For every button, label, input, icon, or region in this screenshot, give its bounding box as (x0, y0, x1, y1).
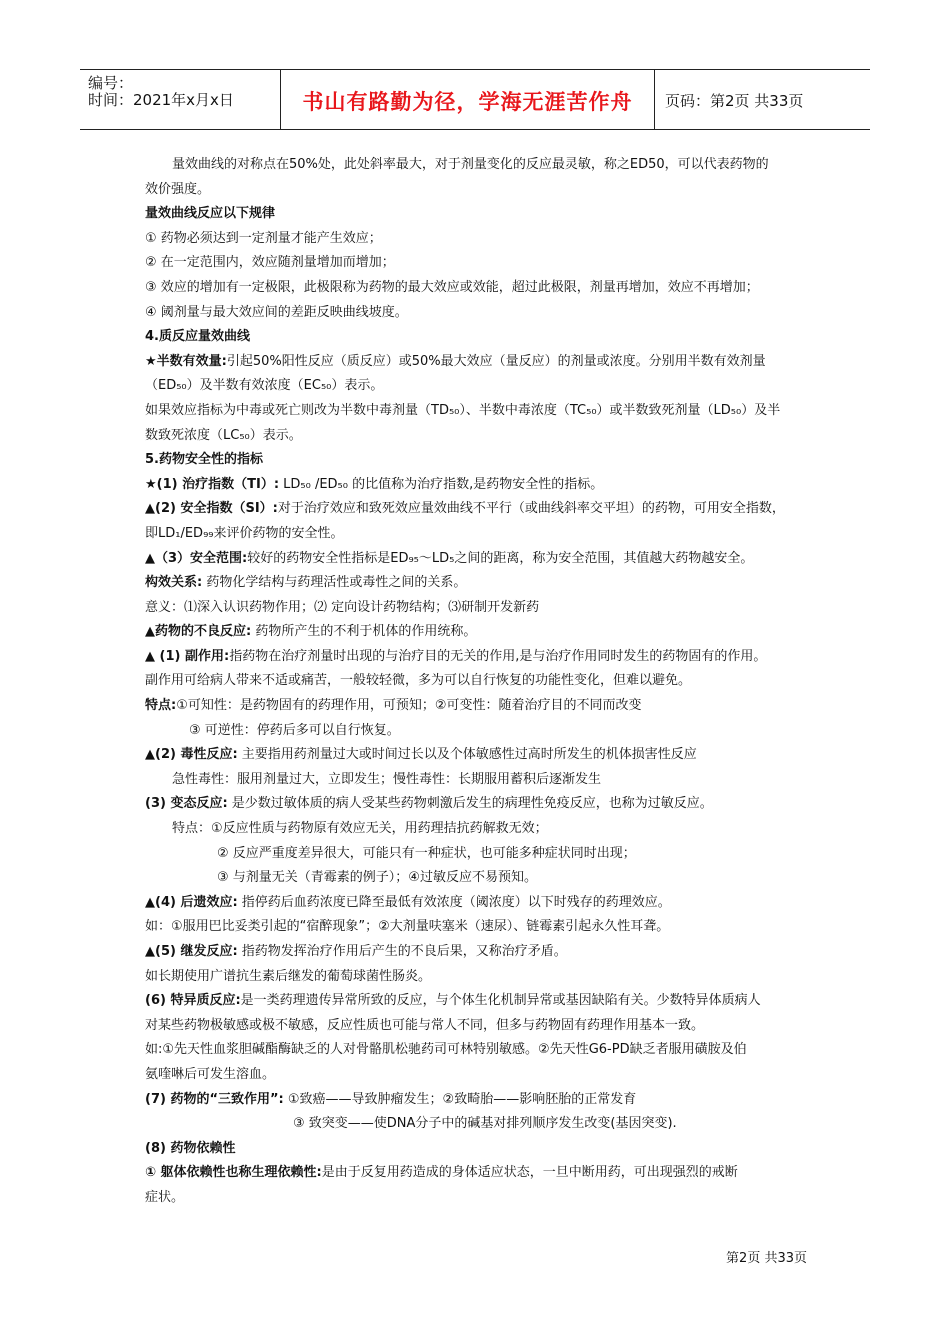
text-line (145, 178, 820, 203)
line-text: （ED₅₀）及半数有效浓度（EC₅₀）表示。 (145, 378, 384, 394)
text-line (145, 325, 820, 350)
line-text: ④ 阈剂量与最大效应间的差距反映曲线坡度。 (145, 304, 408, 320)
line-lead-term: ▲(5) 继发反应: (145, 944, 238, 959)
line-lead-term: (3) 变态反应: (145, 796, 228, 812)
text-line (145, 1112, 820, 1137)
line-text: 效价强度。 (145, 181, 211, 197)
text-line (145, 743, 820, 768)
line-text: 如果效应指标为中毒或死亡则改为半数中毒剂量（TD₅₀）、半数中毒浓度（TC₅₀）或半数致死剂量（LD₅₀）及半 (145, 402, 781, 418)
header-page-cell (655, 70, 870, 129)
text-line (145, 669, 820, 694)
header-meta-cell (80, 70, 281, 129)
line-text: ② 反应严重度差异很大，可能只有一种症状，也可能多种症状同时出现； (217, 845, 636, 861)
text-line (145, 596, 820, 621)
line-lead-term: ▲ (1) 副作用: (145, 648, 230, 664)
line-text: 较好的药物安全性指标是ED₉₅～LD₅之间的距离，称为安全范围，其值越大药物越安全。 (247, 550, 754, 566)
line-text: 5.药物安全性的指标 (145, 452, 263, 468)
line-text: 对某些药物极敏感或极不敏感，反应性质也可能与常人不同，但多与药物固有药理作用基本一致。 (145, 1017, 705, 1033)
serial-label: 编号： (88, 74, 134, 92)
text-line (145, 1063, 820, 1088)
line-text: 氨喹啉后可发生溶血。 (145, 1066, 276, 1082)
text-line (145, 497, 820, 522)
line-text: ② 在一定范围内，效应随剂量增加而增加； (145, 255, 395, 271)
document-header (80, 69, 870, 130)
line-text: ①致癌——导致肿瘤发生；②致畸胎——影响胚胎的正常发育 (283, 1091, 637, 1107)
text-line (145, 251, 820, 276)
line-lead-term: ▲(2) 毒性反应: (145, 747, 238, 763)
line-text: 是由于反复用药造成的身体适应状态，一旦中断用药，可出现强烈的戒断 (321, 1165, 738, 1181)
line-text: 特点：①反应性质与药物原有效应无关，用药理拮抗药解救无效； (172, 821, 548, 837)
text-line (145, 620, 820, 645)
line-text: 引起50%阳性反应（质反应）或50%最大效应（量反应）的剂量或浓度。分别用半数有效剂量 (226, 353, 766, 369)
line-text: 对于治疗效应和致死效应量效曲线不平行（或曲线斜率交平坦）的药物，可用安全指数， (277, 501, 785, 517)
line-text: LD₅₀ /ED₅₀ 的比值称为治疗指数,是药物安全性的指标。 (279, 476, 604, 492)
line-lead-term: ★半数有效量: (145, 353, 227, 369)
text-line (145, 448, 820, 473)
line-lead-term: ▲(2) 安全指数（SI）: (145, 501, 278, 517)
text-line (145, 571, 820, 596)
text-line (145, 719, 820, 744)
motto-text: 书山有路勤为径，学海无涯苦作舟 (302, 90, 633, 114)
text-line (145, 940, 820, 965)
line-text: 意义：⑴深入认识药物作用；⑵ 定向设计药物结构；⑶研制开发新药 (145, 599, 540, 615)
line-text: ③ 与剂量无关（青霉素的例子）；④过敏反应不易预知。 (217, 870, 537, 886)
line-text: 如长期使用广谱抗生素后继发的葡萄球菌性肠炎。 (145, 968, 432, 984)
text-line (145, 866, 820, 891)
text-line (145, 645, 820, 670)
line-text: 如:①先天性血浆胆碱酯酶缺乏的人对骨骼肌松驰药司可林特别敏感。②先天性G6-PD缺乏者服用磺胺及伯 (145, 1042, 747, 1058)
line-text: 副作用可给病人带来不适或痛苦，一般较轻微，多为可以自行恢复的功能性变化，但难以避免。 (145, 673, 692, 689)
text-line (145, 1137, 820, 1162)
line-text: 即LD₁/ED₉₉来评价药物的安全性。 (145, 525, 344, 541)
text-line (145, 817, 820, 842)
text-line (145, 891, 820, 916)
line-lead-term: ▲（3）安全范围: (145, 550, 248, 566)
line-text: ① 药物必须达到一定剂量才能产生效应； (145, 230, 382, 246)
line-text: 如：①服用巴比妥类引起的“宿醉现象”；②大剂量呋塞米（速尿）、链霉素引起永久性耳聋。 (145, 919, 670, 935)
text-line (145, 301, 820, 326)
line-text: 药物所产生的不利于机体的作用统称。 (251, 624, 477, 640)
text-line (145, 989, 820, 1014)
text-line (145, 522, 820, 547)
header-motto-cell (281, 70, 655, 129)
text-line (145, 350, 820, 375)
page-footer: 第2页 共33页 (726, 1251, 807, 1266)
line-text: 指停药后血药浓度已降至最低有效浓度（阈浓度）以下时残存的药理效应。 (237, 894, 671, 910)
line-text: 指药物发挥治疗作用后产生的不良后果，又称治疗矛盾。 (237, 944, 567, 959)
text-line (145, 965, 820, 990)
text-line (145, 202, 820, 227)
line-text: 是一类药理遗传异常所致的反应，与个体生化机制异常或基因缺陷有关。少数特异体质病人 (240, 993, 761, 1009)
text-line (145, 153, 820, 178)
line-text: 急性毒性：服用剂量过大，立即发生；慢性毒性：长期服用蓄积后逐渐发生 (172, 771, 602, 787)
text-line (145, 768, 820, 793)
line-text: 数致死浓度（LC₅₀）表示。 (145, 427, 302, 443)
text-line (145, 842, 820, 867)
time-label: 时间：2021年x月x日 (88, 91, 234, 109)
line-text: ③ 效应的增加有一定极限，此极限称为药物的最大效应或效能，超过此极限，剂量再增加，效应不再增加； (145, 279, 759, 295)
line-text: ①可知性：是药物固有的药理作用，可预知；②可变性：随着治疗目的不同而改变 (176, 698, 642, 714)
line-text: 量效曲线反应以下规律 (145, 206, 276, 222)
line-text: (8) 药物依赖性 (145, 1140, 236, 1156)
text-line (145, 473, 820, 498)
line-lead-term: ★(1) 治疗指数（TI）: (145, 476, 280, 492)
line-text: ③ 可逆性：停药后多可以自行恢复。 (189, 722, 400, 738)
line-text: 主要指用药剂量过大或时间过长以及个体敏感性过高时所发生的机体损害性反应 (237, 747, 697, 763)
text-line (145, 1161, 820, 1186)
line-lead-term: ▲药物的不良反应: (145, 624, 252, 640)
line-lead-term: ① 躯体依赖性也称生理依赖性: (145, 1165, 322, 1181)
line-text: 量效曲线的对称点在50%处，此处斜率最大，对于剂量变化的反应最灵敏，称之ED50，可以代表药物的 (172, 157, 769, 172)
text-line (145, 1186, 820, 1211)
text-line (145, 547, 820, 572)
text-line (145, 915, 820, 940)
line-lead-term: 构效关系: (145, 575, 203, 591)
text-line (145, 1014, 820, 1039)
line-lead-term: (7) 药物的“三致作用”: (145, 1091, 284, 1107)
line-lead-term: (6) 特异质反应: (145, 993, 241, 1009)
text-line (145, 399, 820, 424)
text-line (145, 694, 820, 719)
text-line (145, 374, 820, 399)
line-lead-term: ▲(4) 后遗效应: (145, 894, 238, 910)
text-line (145, 276, 820, 301)
line-text: 4.质反应量效曲线 (145, 329, 250, 345)
line-text: 指药物在治疗剂量时出现的与治疗目的无关的作用,是与治疗作用同时发生的药物固有的作用。 (229, 648, 767, 664)
document-body (145, 153, 820, 1211)
text-line (145, 792, 820, 817)
text-line (145, 227, 820, 252)
text-line (145, 1088, 820, 1113)
text-line (145, 1038, 820, 1063)
line-text: ③ 致突变——使DNA分子中的碱基对排列顺序发生改变(基因突变). (293, 1116, 677, 1132)
line-text: 是少数过敏体质的病人受某些药物刺激后发生的病理性免疫反应，也称为过敏反应。 (227, 796, 713, 812)
line-text: 药物化学结构与药理活性或毒性之间的关系。 (202, 575, 467, 591)
line-text: 症状。 (145, 1189, 185, 1205)
page-number-label: 页码：第2页 共33页 (665, 92, 804, 110)
text-line (145, 424, 820, 449)
line-lead-term: 特点: (145, 698, 177, 714)
